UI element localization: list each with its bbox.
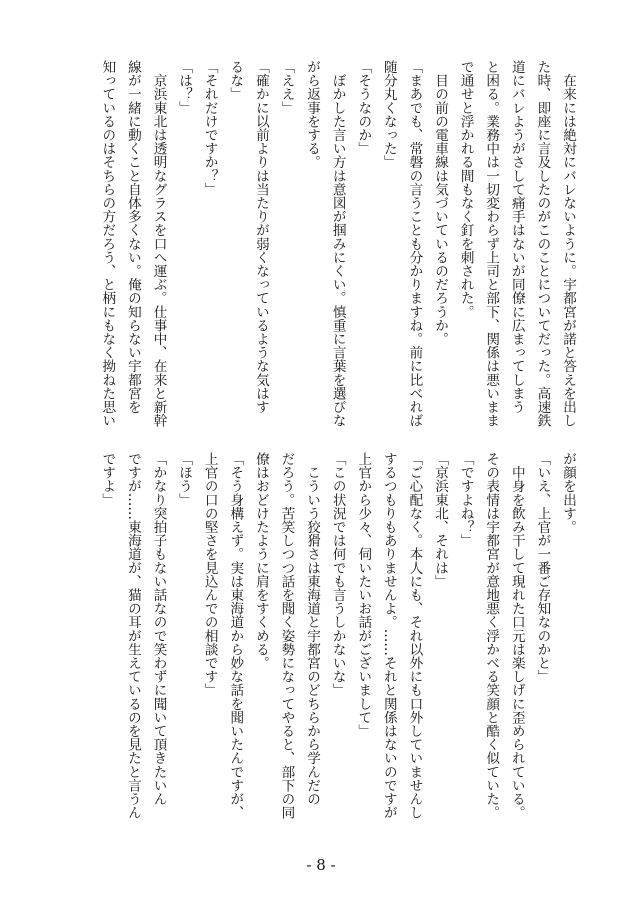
text-line: 「そう身構えず。実は東海道から妙な話を聞いたんですが、 [227,452,244,820]
text-line: 「そうなのか」 [355,60,372,156]
text-line: 「ほう」 [176,452,193,507]
text-line: 「かなり突拍子もない話なので笑わずに聞いて頂きたいん [150,452,167,806]
text-line: ぼかした言い方は意図が掴みにくい。慎重に言葉を選びな [329,60,346,428]
text-line: と困る。業務中は一切変わらず上司と部下、関係は悪いまま [483,60,500,428]
text-line: で通せと浮かれる間もなく釘を刺された。 [457,60,474,319]
text-line: 「いえ、上官が一番ご存知なのかと」 [534,452,551,684]
text-line: 「それだけですか？」 [201,60,218,196]
text-line: 「ええ」 [278,60,295,115]
text-line: ですが……東海道が、猫の耳が生えているのを見たと言うん [124,452,141,820]
page-number: - 8 - [306,856,336,874]
text-line: 在来には絶対にバレないように。宇都宮が諾と答えを出し [560,60,576,428]
text-line: 目の前の電車線は気づいているのだろうか。 [432,60,449,346]
text-line: 僚はおどけたように肩をすくめる。 [252,452,269,670]
text-line: 中身を飲み干して現れた口元は楽しげに歪められている。 [508,452,525,820]
text-line: が顔を出す。 [560,452,576,534]
text-line: 京浜東北は透明なグラスを口へ運ぶ。仕事中、在来と新幹 [150,60,167,428]
text-line: するつもりもありませんよ。……それと関係はないのですが [380,452,397,820]
text-line: 上官の口の堅さを見込んでの相談です」 [201,452,218,697]
text-line: だろう。苦笑しつつ話を聞く姿勢になってやると、部下の同 [278,452,295,820]
text-line: 道にバレようがさして痛手はないが同僚に広まってしまう [508,60,525,414]
text-line: 知っているのはそちらの方だろう、と柄にもなく拗ねた思い [99,60,116,428]
text-line: た時、即座に言及したのがこのことについてだった。高速鉄 [534,60,551,428]
text-line: 「まあでも、常磐の言うことも分かりますね。前に比べれば [406,60,423,428]
text-line: 「京浜東北、それは」 [432,452,449,588]
lower-text-block [90,452,580,832]
text-line: 「は？」 [176,60,193,115]
text-line: 随分丸くなった」 [380,60,397,169]
text-line: 「この状況では何でも言うしかないな」 [329,452,346,697]
text-line: 線が一緒に動くこと自体多くない。俺の知らない宇都宮を [124,60,141,414]
text-line: 上官から少々、伺いたいお話がございまして」 [355,452,372,738]
text-line: がら返事をする。 [304,60,321,169]
text-line: こういう狡猾さは東海道と宇都宮のどちらから学んだの [304,452,321,806]
upper-text-block [90,60,580,440]
text-line: 「ですよね？」 [457,452,474,548]
text-line: 「ご心配なく。本人にも、それ以外にも口外していませんし [406,452,423,820]
text-line: ですよ」 [99,452,116,507]
text-line: るな」 [227,60,244,101]
text-line: 「確かに以前よりは当たりが弱くなっているような気はす [252,60,269,414]
text-line: その表情は宇都宮が意地悪く浮かべる笑顔と酷く似ていた。 [483,452,500,820]
